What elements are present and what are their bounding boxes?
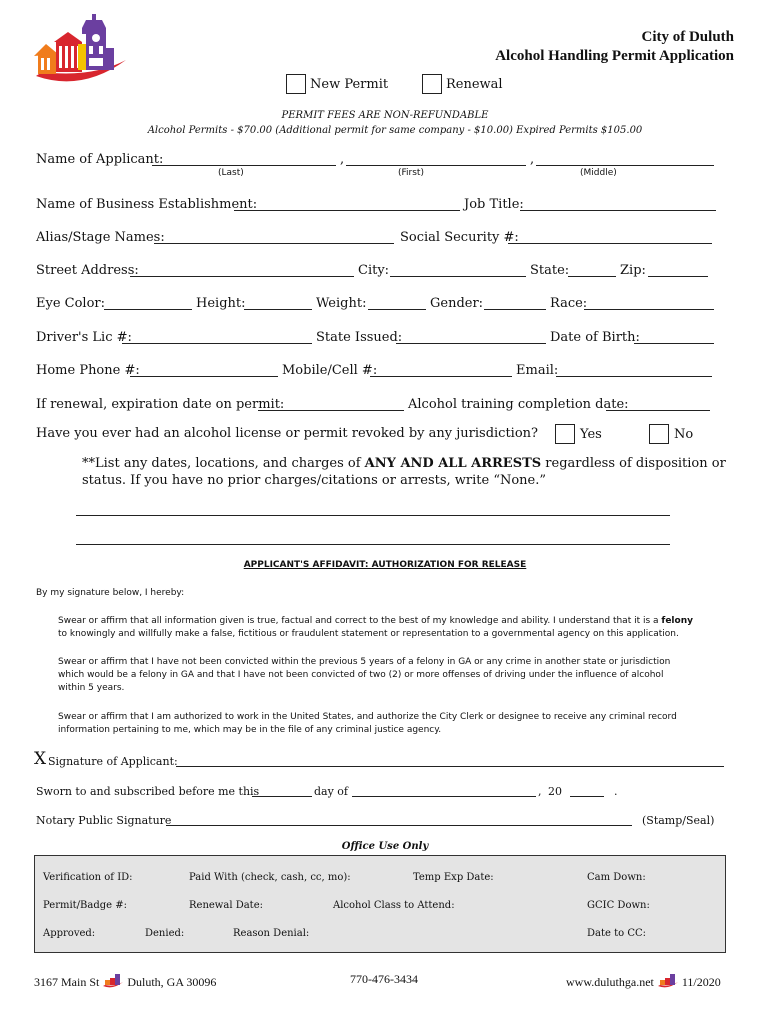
dob-label: Date of Birth:	[550, 330, 640, 345]
license-field[interactable]	[122, 343, 312, 344]
zip-field[interactable]	[648, 276, 708, 277]
new-permit-label: New Permit	[310, 77, 389, 92]
footer-address-street: 3167 Main St	[34, 975, 100, 989]
comma-separator: ,	[530, 152, 535, 167]
race-field[interactable]	[584, 309, 714, 310]
arrests-field-2[interactable]	[76, 544, 670, 545]
renewal-exp-label: If renewal, expiration date on permit:	[36, 397, 285, 412]
cam-down-label: Cam Down:	[587, 872, 646, 883]
sworn-year-field[interactable]	[570, 796, 604, 797]
revoked-yes-checkbox[interactable]	[555, 424, 575, 444]
notary-signature-field[interactable]	[166, 825, 632, 826]
license-label: Driver's Lic #:	[36, 330, 132, 345]
last-caption: (Last)	[218, 168, 244, 178]
first-caption: (First)	[398, 168, 424, 178]
applicant-name-label: Name of Applicant:	[36, 152, 164, 167]
alias-label: Alias/Stage Names:	[36, 230, 165, 245]
date-to-cc-label: Date to CC:	[587, 928, 646, 939]
stamp-seal-label: (Stamp/Seal)	[642, 814, 715, 827]
state-issued-field[interactable]	[396, 343, 546, 344]
city-field[interactable]	[390, 276, 526, 277]
renewal-checkbox[interactable]	[422, 74, 442, 94]
footer-address-city: Duluth, GA 30096	[127, 975, 217, 989]
applicant-signature-field[interactable]	[176, 766, 724, 767]
footer-phone: 770-476-3434	[350, 972, 418, 986]
arrests-field-1[interactable]	[76, 515, 670, 516]
gcic-down-label: GCIC Down:	[587, 900, 650, 911]
eye-color-label: Eye Color:	[36, 296, 106, 311]
ssn-field[interactable]	[508, 243, 712, 244]
zip-label: Zip:	[620, 263, 646, 278]
page-title-city: City of Duluth	[641, 29, 734, 45]
footer-date: 11/2020	[681, 975, 721, 989]
office-use-title: Office Use Only	[341, 841, 429, 852]
page-title: Alcohol Handling Permit Application	[495, 48, 734, 64]
alias-field[interactable]	[154, 243, 394, 244]
arrests-instruction-line2: status. If you have no prior charges/citations or arrests, write “None.”	[82, 473, 547, 488]
affidavit-intro: By my signature below, I hereby:	[36, 588, 185, 598]
year-comma: ,	[538, 785, 542, 798]
weight-field[interactable]	[368, 309, 426, 310]
height-field[interactable]	[244, 309, 312, 310]
day-of-label: day of	[314, 785, 349, 798]
revoked-question: Have you ever had an alcohol license or permit revoked by any jurisdiction?	[36, 426, 539, 441]
denied-label: Denied:	[145, 928, 185, 939]
home-phone-field[interactable]	[130, 376, 278, 377]
state-field[interactable]	[568, 276, 616, 277]
alcohol-class-label: Alcohol Class to Attend:	[333, 900, 455, 911]
office-use-box	[34, 855, 726, 953]
state-issued-label: State Issued:	[316, 330, 403, 345]
footer-logo-icon	[657, 972, 679, 988]
weight-label: Weight:	[316, 296, 367, 311]
paid-with-label: Paid With (check, cash, cc, mo):	[189, 872, 351, 883]
city-label: City:	[358, 263, 390, 278]
last-name-field[interactable]	[152, 165, 336, 166]
footer-address	[34, 972, 216, 990]
revoked-yes-label: Yes	[580, 427, 602, 442]
eye-color-field[interactable]	[104, 309, 192, 310]
fees-notice: PERMIT FEES ARE NON-REFUNDABLE	[281, 110, 489, 121]
year-period: .	[614, 785, 618, 798]
applicant-signature-label: Signature of Applicant:	[48, 755, 178, 768]
sworn-label: Sworn to and subscribed before me this	[36, 785, 260, 798]
sworn-month-field[interactable]	[352, 796, 536, 797]
email-field[interactable]	[556, 376, 712, 377]
business-field[interactable]	[234, 210, 460, 211]
renewal-label: Renewal	[446, 77, 503, 92]
temp-exp-label: Temp Exp Date:	[413, 872, 494, 883]
website-link[interactable]: www.duluthga.net	[566, 975, 654, 989]
permit-badge-label: Permit/Badge #:	[43, 900, 128, 911]
first-name-field[interactable]	[346, 165, 526, 166]
middle-caption: (Middle)	[580, 168, 617, 178]
gender-field[interactable]	[484, 309, 546, 310]
affidavit-heading: APPLICANT'S AFFIDAVIT: AUTHORIZATION FOR RELEASE	[243, 560, 527, 570]
training-label: Alcohol training completion date:	[408, 397, 629, 412]
street-label: Street Address:	[36, 263, 139, 278]
comma-separator: ,	[340, 152, 345, 167]
ssn-label: Social Security #:	[400, 230, 519, 245]
reason-denial-label: Reason Denial:	[233, 928, 310, 939]
city-logo	[32, 14, 132, 84]
gender-label: Gender:	[430, 296, 484, 311]
approved-label: Approved:	[43, 928, 96, 939]
verification-id-label: Verification of ID:	[43, 872, 133, 883]
new-permit-checkbox[interactable]	[286, 74, 306, 94]
sworn-day-field[interactable]	[252, 796, 312, 797]
fees-detail: Alcohol Permits - $70.00 (Additional permit for same company - $10.00) Expired Permits $105.00	[147, 125, 643, 136]
state-label: State:	[530, 263, 570, 278]
notary-label: Notary Public Signature	[36, 814, 172, 827]
middle-name-field[interactable]	[536, 165, 714, 166]
height-label: Height:	[196, 296, 246, 311]
home-phone-label: Home Phone #:	[36, 363, 140, 378]
signature-x-mark: X	[34, 749, 47, 769]
year-20-label: 20	[548, 785, 562, 798]
business-label: Name of Business Establishment:	[36, 197, 258, 212]
mobile-field[interactable]	[370, 376, 512, 377]
footer-website	[566, 972, 721, 990]
street-field[interactable]	[130, 276, 354, 277]
mobile-label: Mobile/Cell #:	[282, 363, 378, 378]
job-title-field[interactable]	[520, 210, 716, 211]
training-field[interactable]	[606, 410, 710, 411]
dob-field[interactable]	[634, 343, 714, 344]
affidavit-paragraph-3: Swear or affirm that I am authorized to work in the United States, and authorize the City Clerk or designee to receive any criminal record information pertaining to me, which may be in the file of any criminal justice agency.	[58, 712, 677, 735]
job-title-label: Job Title:	[464, 197, 524, 212]
email-label: Email:	[516, 363, 559, 378]
revoked-no-checkbox[interactable]	[649, 424, 669, 444]
revoked-no-label: No	[674, 427, 694, 442]
renewal-exp-field[interactable]	[258, 410, 404, 411]
renewal-date-label: Renewal Date:	[189, 900, 263, 911]
affidavit-paragraph-1: Swear or affirm that all information given is true, factual and correct to the best of my knowledge and ability. I understand that it is a felony to knowingly and willfully make a false, fictitious or fraudulent statement or representation to a governmental agency on this application.	[58, 616, 693, 639]
affidavit-paragraph-2: Swear or affirm that I have not been convicted within the previous 5 years of a felony in GA or any crime in another state or jurisdiction which would be a felony in GA and that I have not been convicted of two (2) or more offenses of driving under the influence of alcohol within 5 years.	[58, 657, 671, 693]
footer-logo-icon	[102, 972, 124, 988]
arrests-instruction: **List any dates, locations, and charges of ANY AND ALL ARRESTS regardless of disposition or	[82, 456, 726, 471]
race-label: Race:	[550, 296, 588, 311]
